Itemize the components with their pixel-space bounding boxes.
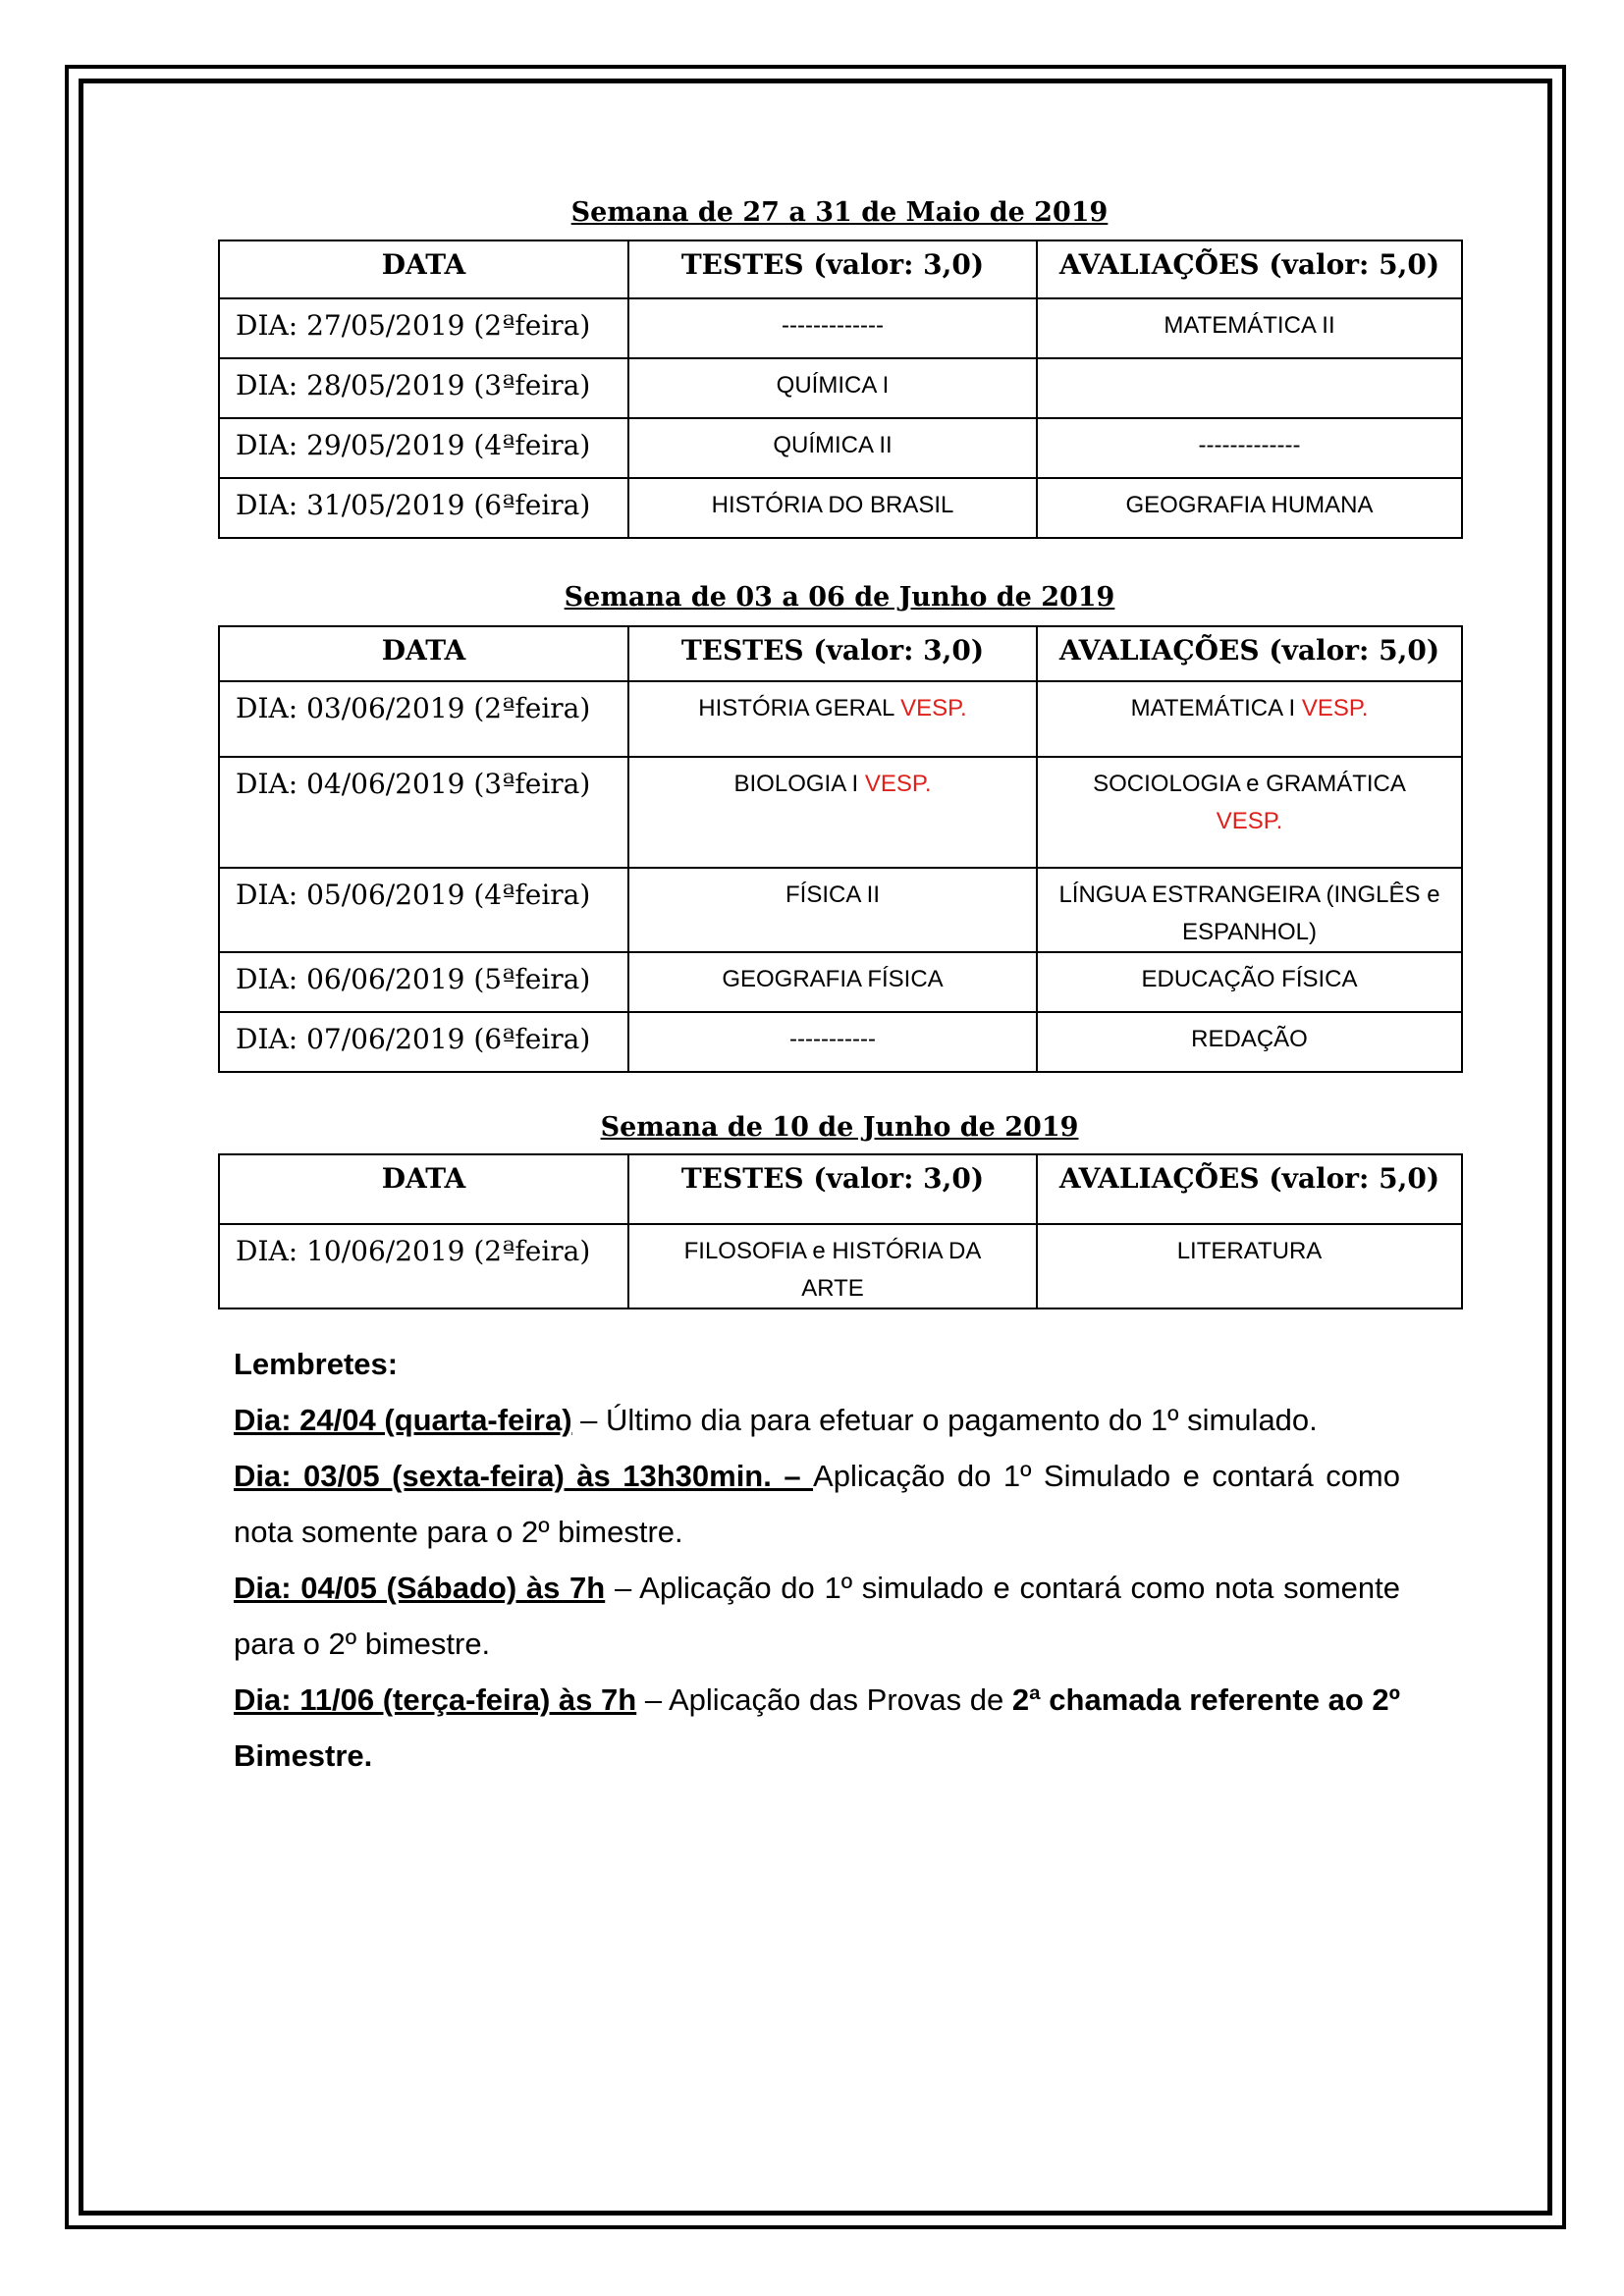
table-row xyxy=(219,478,1462,538)
teste-cell: ----------- xyxy=(628,1012,1037,1072)
week-2-table xyxy=(218,625,1463,1073)
lembretes-heading: Lembretes: xyxy=(234,1347,399,1381)
avaliacao-cell: GEOGRAFIA HUMANA xyxy=(1037,478,1462,538)
avaliacao-cell: LÍNGUA ESTRANGEIRA (INGLÊS e ESPANHOL) xyxy=(1037,868,1462,952)
lembrete-bold-tail: 2ª chamada referente ao 2º Bimestre. xyxy=(234,1682,1400,1773)
lembretes-section xyxy=(234,1336,1400,1784)
vesp-tag: VESP. xyxy=(864,771,932,797)
date-cell: DIA: 28/05/2019 (3ªfeira) xyxy=(219,358,628,418)
header-data: DATA xyxy=(219,1154,628,1224)
teste-cell: ------------- xyxy=(628,298,1037,358)
avaliacao-cell: ------------- xyxy=(1037,418,1462,478)
table-header-row xyxy=(219,626,1462,681)
table-row xyxy=(219,868,1462,952)
vesp-tag: VESP. xyxy=(1301,695,1369,721)
table-row xyxy=(219,298,1462,358)
lembrete-date: Dia: 11/06 (terça-feira) às 7h xyxy=(234,1682,637,1717)
date-cell: DIA: 06/06/2019 (5ªfeira) xyxy=(219,952,628,1012)
teste-cell: FÍSICA II xyxy=(628,868,1037,952)
avaliacao-cell: LITERATURA xyxy=(1037,1224,1462,1308)
avaliacao-cell: EDUCAÇÃO FÍSICA xyxy=(1037,952,1462,1012)
date-cell: DIA: 29/05/2019 (4ªfeira) xyxy=(219,418,628,478)
date-cell: DIA: 27/05/2019 (2ªfeira) xyxy=(219,298,628,358)
week-1-table xyxy=(218,240,1463,539)
table-row xyxy=(219,757,1462,868)
date-cell: DIA: 03/06/2019 (2ªfeira) xyxy=(219,681,628,757)
header-data: DATA xyxy=(219,240,628,298)
lembrete-date: Dia: 04/05 (Sábado) às 7h xyxy=(234,1571,606,1605)
teste-cell: HISTÓRIA GERAL VESP. xyxy=(628,681,1037,757)
lembrete-date: Dia: 24/04 (quarta-feira) xyxy=(234,1403,572,1437)
header-data: DATA xyxy=(219,626,628,681)
date-cell: DIA: 10/06/2019 (2ªfeira) xyxy=(219,1224,628,1308)
teste-cell: QUÍMICA II xyxy=(628,418,1037,478)
date-cell: DIA: 31/05/2019 (6ªfeira) xyxy=(219,478,628,538)
header-avaliacoes: AVALIAÇÕES (valor: 5,0) xyxy=(1037,626,1462,681)
table-row xyxy=(219,1224,1462,1308)
teste-cell: BIOLOGIA I VESP. xyxy=(628,757,1037,868)
vesp-tag: VESP. xyxy=(900,695,967,721)
header-testes: TESTES (valor: 3,0) xyxy=(628,240,1037,298)
header-avaliacoes: AVALIAÇÕES (valor: 5,0) xyxy=(1037,1154,1462,1224)
avaliacao-cell: MATEMÁTICA II xyxy=(1037,298,1462,358)
date-cell: DIA: 07/06/2019 (6ªfeira) xyxy=(219,1012,628,1072)
header-avaliacoes: AVALIAÇÕES (valor: 5,0) xyxy=(1037,240,1462,298)
teste-cell: QUÍMICA I xyxy=(628,358,1037,418)
teste-cell: HISTÓRIA DO BRASIL xyxy=(628,478,1037,538)
table-row xyxy=(219,681,1462,757)
header-testes: TESTES (valor: 3,0) xyxy=(628,1154,1037,1224)
teste-cell: GEOGRAFIA FÍSICA xyxy=(628,952,1037,1012)
week-2-title: Semana de 03 a 06 de Junho de 2019 xyxy=(564,582,1115,613)
lembrete-item: Dia: 03/05 (sexta-feira) às 13h30min. – Aplicação do 1º Simulado e contará como nota somente para o 2º bimestre. xyxy=(234,1459,1400,1549)
lembrete-item: Dia: 24/04 (quarta-feira) – Último dia para efetuar o pagamento do 1º simulado. xyxy=(234,1403,1318,1437)
table-row xyxy=(219,1012,1462,1072)
avaliacao-cell: REDAÇÃO xyxy=(1037,1012,1462,1072)
avaliacao-cell xyxy=(1037,358,1462,418)
lembrete-item: Dia: 04/05 (Sábado) às 7h – Aplicação do 1º simulado e contará como nota somente para o 2º bimestre. xyxy=(234,1571,1400,1661)
lembrete-item: Dia: 11/06 (terça-feira) às 7h – Aplicação das Provas de 2ª chamada referente ao 2º Bimestre. xyxy=(234,1682,1400,1773)
teste-cell: FILOSOFIA e HISTÓRIA DA ARTE xyxy=(628,1224,1037,1308)
header-testes: TESTES (valor: 3,0) xyxy=(628,626,1037,681)
table-row xyxy=(219,358,1462,418)
week-1-title: Semana de 27 a 31 de Maio de 2019 xyxy=(570,197,1109,228)
table-header-row xyxy=(219,1154,1462,1224)
date-cell: DIA: 04/06/2019 (3ªfeira) xyxy=(219,757,628,868)
table-row xyxy=(219,418,1462,478)
vesp-tag: VESP. xyxy=(1216,808,1283,834)
week-3-title: Semana de 10 de Junho de 2019 xyxy=(600,1112,1079,1143)
table-row xyxy=(219,952,1462,1012)
week-3-table xyxy=(218,1153,1463,1309)
lembrete-date: Dia: 03/05 (sexta-feira) às 13h30min. – xyxy=(234,1459,814,1493)
date-cell: DIA: 05/06/2019 (4ªfeira) xyxy=(219,868,628,952)
avaliacao-cell: MATEMÁTICA I VESP. xyxy=(1037,681,1462,757)
avaliacao-cell: SOCIOLOGIA e GRAMÁTICA VESP. xyxy=(1037,757,1462,868)
table-header-row xyxy=(219,240,1462,298)
